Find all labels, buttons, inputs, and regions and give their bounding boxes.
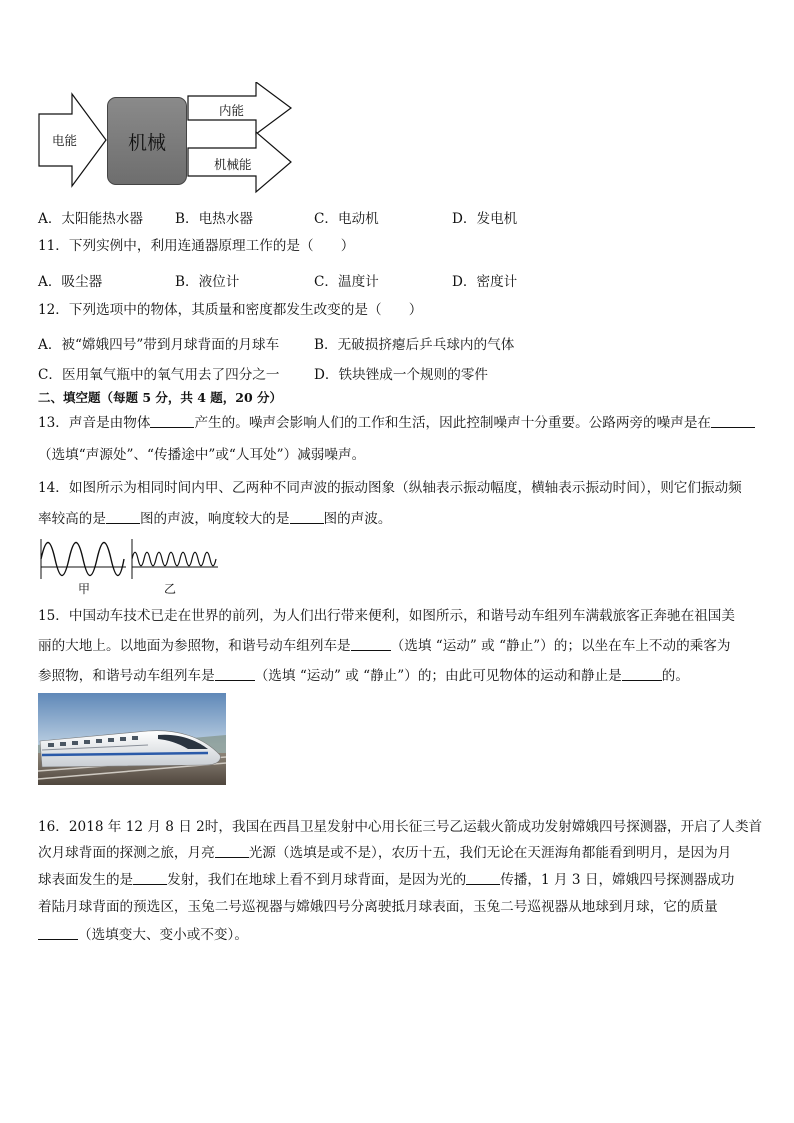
q11-option-d: D．密度计 bbox=[452, 274, 518, 290]
q14-text-a: 率较高的是 bbox=[38, 511, 106, 527]
machine-label: 机械 bbox=[127, 131, 166, 154]
q11-option-c: C．温度计 bbox=[314, 274, 379, 290]
q13-text-b: 产生的。噪声会影响人们的工作和生活，因此控制噪声十分重要。公路两旁的噪声是在 bbox=[194, 415, 712, 431]
section-heading: 二、填空题（每题 5 分，共 4 题，20 分） bbox=[38, 390, 283, 405]
q16-line-1: 16．2018 年 12 月 8 日 2时，我国在西昌卫星发射中心用长征三号乙运载火箭成功发射嫦娥四号探测器，开启了人类首 bbox=[38, 819, 763, 835]
q15-blank-2[interactable] bbox=[215, 666, 255, 681]
q16-blank-2[interactable] bbox=[133, 870, 167, 885]
q14-blank-1[interactable] bbox=[106, 509, 140, 524]
q16-text-d: 发射，我们在地球上看不到月球背面，是因为光的 bbox=[167, 872, 467, 888]
q13-blank-2[interactable] bbox=[711, 413, 755, 428]
q10-option-a: A．太阳能热水器 bbox=[38, 211, 143, 227]
q16-blank-3[interactable] bbox=[466, 870, 500, 885]
q13-blank-1[interactable] bbox=[150, 413, 194, 428]
q15-text-c: 参照物，和谐号动车组列车是 bbox=[38, 668, 215, 684]
sound-waves-figure bbox=[38, 537, 220, 595]
wave-label-yi: 乙 bbox=[164, 582, 177, 596]
q13-line-1 bbox=[38, 413, 755, 433]
q14-text-c: 图的声波。 bbox=[323, 511, 392, 527]
q12-option-d: D．铁块锉成一个规则的零件 bbox=[314, 367, 489, 383]
machine-box bbox=[107, 97, 187, 185]
q15-blank-3[interactable] bbox=[622, 666, 662, 681]
q12-option-c: C．医用氧气瓶中的氧气用去了四分之一 bbox=[38, 367, 280, 383]
q11-option-b: B．液位计 bbox=[175, 274, 240, 290]
q12-option-b: B．无破损挤瘪后乒乓球内的气体 bbox=[314, 337, 515, 353]
q10-option-c: C．电动机 bbox=[314, 211, 379, 227]
q14-line-2 bbox=[38, 509, 391, 529]
q10-option-d: D．发电机 bbox=[452, 211, 518, 227]
q16-line-2 bbox=[38, 843, 731, 863]
q11-option-a: A．吸尘器 bbox=[38, 274, 103, 290]
q12-option-a: A．被“嫦娥四号”带到月球背面的月球车 bbox=[38, 337, 280, 353]
q14-line-1: 14．如图所示为相同时间内甲、乙两种不同声波的振动图象（纵轴表示振动幅度，横轴表示振动时间），则它们振动频 bbox=[38, 480, 742, 496]
q14-text-b: 图的声波，响度较大的是 bbox=[139, 511, 290, 527]
q16-line-5 bbox=[38, 925, 248, 945]
q13-line-2: （选填“声源处”、“传播途中”或“人耳处”）减弱噪声。 bbox=[38, 447, 366, 463]
q15-line-1: 15．中国动车技术已走在世界的前列，为人们出行带来便利，如图所示，和谐号动车组列车满载旅客正奔驰在祖国美 bbox=[38, 608, 735, 624]
wave-label-jia: 甲 bbox=[78, 582, 91, 596]
q10-option-b: B．电热水器 bbox=[175, 211, 253, 227]
q15-blank-1[interactable] bbox=[351, 636, 391, 651]
q16-line-4: 着陆月球背面的预选区，玉兔二号巡视器与嫦娥四号分离驶抵月球表面，玉兔二号巡视器从地球到月球，它的质量 bbox=[38, 899, 718, 915]
train-photo bbox=[38, 693, 226, 785]
q13-text-a: 13．声音是由物体 bbox=[38, 415, 151, 431]
q16-blank-1[interactable] bbox=[215, 843, 249, 858]
output-top-label: 内能 bbox=[219, 103, 245, 118]
q16-blank-4[interactable] bbox=[38, 925, 78, 940]
q16-text-a: 次月球背面的探测之旅，月亮 bbox=[38, 845, 215, 861]
output-bottom-label: 机械能 bbox=[214, 157, 252, 172]
input-energy-label: 电能 bbox=[52, 133, 78, 148]
q16-text-b: 光源（选填是或不是），农历十五，我们无论在天涯海角都能看到明月，是因为月 bbox=[248, 845, 732, 861]
q16-text-f: （选填变大、变小或不变）。 bbox=[78, 927, 248, 943]
q15-text-b: （选填 “运动” 或 “静止”）的；以坐在车上不动的乘客为 bbox=[390, 638, 731, 654]
q11-stem: 11．下列实例中，利用连通器原理工作的是（ ） bbox=[38, 238, 355, 254]
q16-text-e: 传播，1 月 3 日，嫦娥四号探测器成功 bbox=[500, 872, 735, 888]
q12-stem: 12．下列选项中的物体，其质量和密度都发生改变的是（ ） bbox=[38, 302, 423, 318]
q15-line-3 bbox=[38, 666, 689, 686]
wave-jia bbox=[41, 543, 124, 576]
q15-text-d: （选填 “运动” 或 “静止”）的；由此可见物体的运动和静止是 bbox=[254, 668, 622, 684]
wave-yi bbox=[132, 552, 216, 566]
q15-text-e: 的。 bbox=[661, 668, 689, 684]
q15-line-2 bbox=[38, 636, 730, 656]
q14-blank-2[interactable] bbox=[290, 509, 324, 524]
q16-line-3 bbox=[38, 870, 734, 890]
q15-text-a: 丽的大地上。以地面为参照物，和谐号动车组列车是 bbox=[38, 638, 351, 654]
q16-text-c: 球表面发生的是 bbox=[38, 872, 134, 888]
